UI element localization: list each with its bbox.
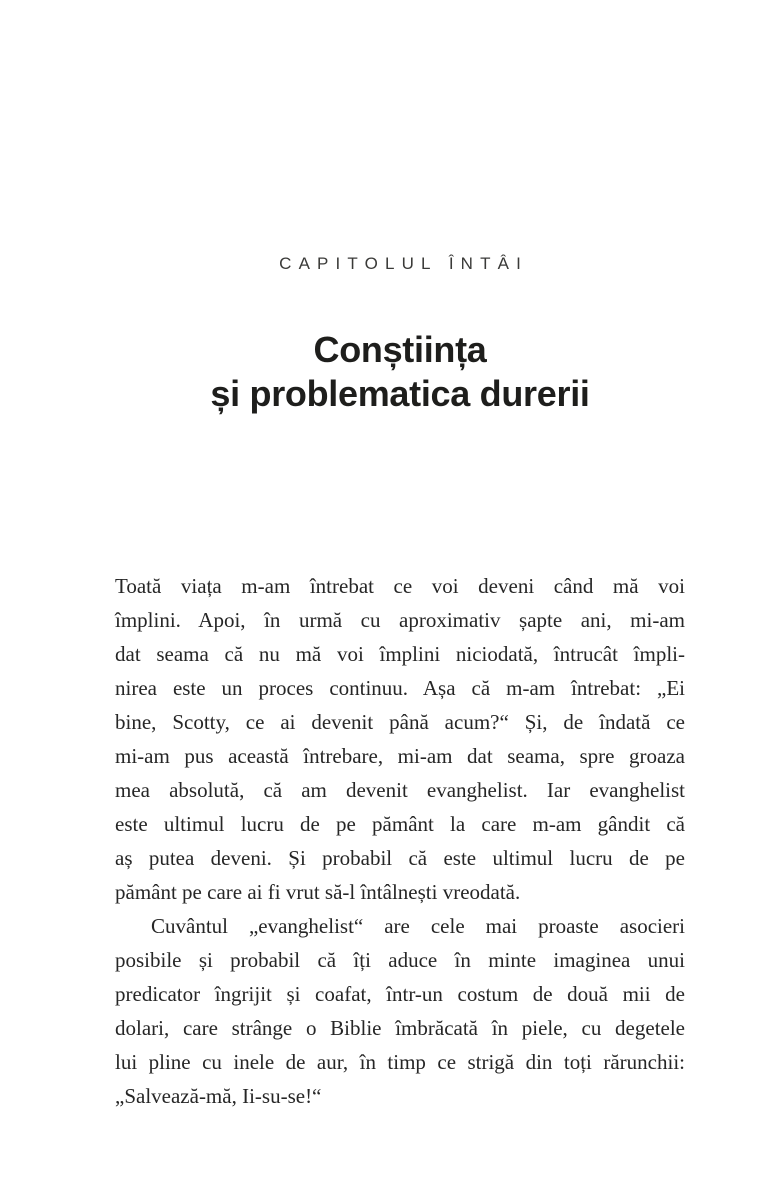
- body-line: mea absolută, că am devenit evanghelist. Iar evanghelist: [115, 778, 685, 802]
- body-line: aș putea deveni. Și probabil că este ultimul lucru de pe: [115, 846, 685, 870]
- body-text: [115, 569, 685, 1113]
- chapter-title-line1: Conștiința: [313, 329, 487, 370]
- paragraph-2: [115, 909, 685, 1113]
- body-line: pământ pe care ai fi vrut să-l întâlnești vreodată.: [115, 880, 521, 904]
- body-line: posibile și probabil că îți aduce în minte imaginea unui: [115, 948, 685, 972]
- body-line: bine, Scotty, ce ai devenit până acum?“ Și, de îndată ce: [115, 710, 685, 734]
- body-line: nirea este un proces continuu. Așa că m-am întrebat: „Ei: [115, 676, 685, 700]
- body-line: „Salvează-mă, Ii-su-se!“: [115, 1084, 322, 1108]
- body-line: dolari, care strânge o Biblie îmbrăcată în piele, cu degetele: [115, 1016, 685, 1040]
- chapter-title: [55, 328, 745, 416]
- body-line: împlini. Apoi, în urmă cu aproximativ șapte ani, mi-am: [115, 608, 685, 632]
- body-line: mi-am pus această întrebare, mi-am dat seama, spre groaza: [115, 744, 685, 768]
- paragraph-1: [115, 569, 685, 909]
- chapter-title-line2: și problematica durerii: [210, 373, 590, 414]
- body-line: Toată viața m-am întrebat ce voi deveni când mă voi: [115, 574, 685, 598]
- body-line: predicator îngrijit și coafat, într-un costum de două mii de: [115, 982, 685, 1006]
- body-line: Cuvântul „evanghelist“ are cele mai proaste asocieri: [151, 914, 685, 938]
- body-line: dat seama că nu mă voi împlini niciodată, întrucât împli-: [115, 642, 685, 666]
- chapter-kicker: CAPITOLUL ÎNTÂI: [279, 254, 528, 273]
- body-line: este ultimul lucru de pe pământ la care m-am gândit că: [115, 812, 685, 836]
- body-line: lui pline cu inele de aur, în timp ce strigă din toți rărunchii:: [115, 1050, 685, 1074]
